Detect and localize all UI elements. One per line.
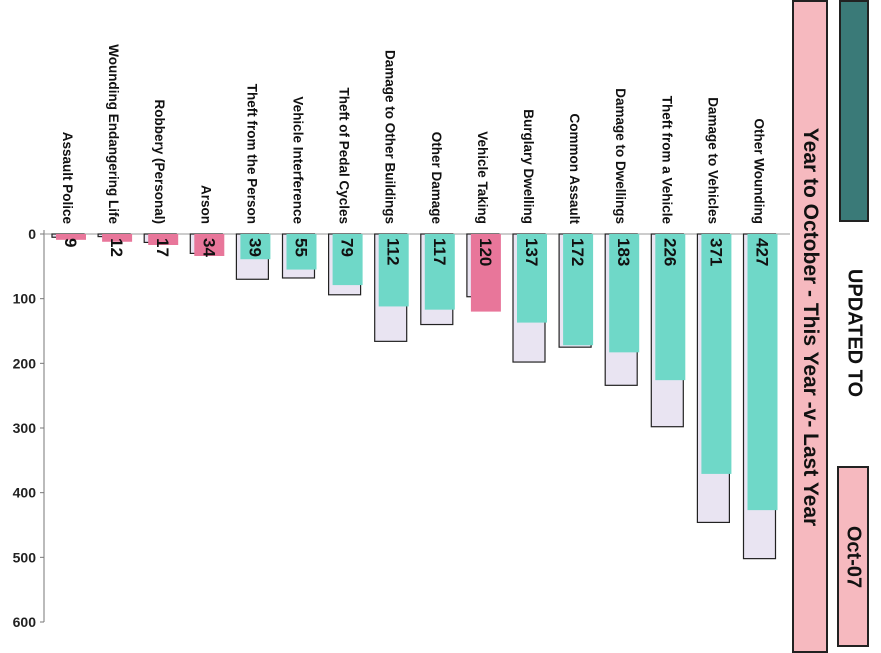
data-label: 39 — [245, 238, 265, 257]
y-tick-label: 600 — [12, 614, 36, 630]
this-year-bar — [748, 234, 778, 510]
category-label: Damage to Vehicles — [705, 97, 721, 224]
updated-label: UPDATED TO — [843, 268, 866, 398]
category-label: Vehicle Interference — [290, 96, 306, 224]
y-tick-label: 300 — [12, 420, 36, 436]
category-label: Robbery (Personal) — [152, 99, 168, 224]
y-tick-label: 100 — [12, 290, 36, 307]
y-tick-label: 200 — [12, 355, 36, 372]
data-label: 117 — [429, 238, 449, 266]
title-panel — [792, 0, 828, 653]
updated-date: Oct-07 — [842, 525, 865, 588]
category-label: Assault Police — [60, 131, 75, 224]
data-labels — [61, 238, 772, 266]
category-labels — [60, 44, 767, 224]
data-label: 137 — [522, 238, 541, 267]
data-label: 79 — [337, 238, 357, 257]
category-label: Theft from the Person — [244, 83, 260, 224]
y-tick-label: 0 — [28, 226, 36, 242]
category-label: Other Wounding — [751, 118, 767, 224]
category-label: Arson — [198, 184, 214, 224]
data-label: 12 — [107, 238, 127, 257]
y-tick-label: 400 — [12, 484, 36, 501]
updated-label-wrap — [836, 228, 872, 438]
category-label: Vehicle Taking — [474, 131, 490, 224]
category-label: Theft from a Vehicle — [659, 95, 675, 224]
category-label: Wounding Endangering Life — [106, 44, 122, 224]
category-label: Common Assault — [567, 113, 583, 224]
data-label: 34 — [199, 238, 219, 257]
data-label: 9 — [61, 238, 80, 248]
data-label: 112 — [383, 238, 403, 266]
data-label: 183 — [614, 238, 634, 267]
date-panel — [837, 466, 869, 647]
legend-swatch — [839, 0, 869, 222]
category-label: Burglary Dwelling — [521, 109, 536, 224]
chart-title: Year to October - This Year -v- Last Year — [799, 127, 822, 526]
this-year-bars — [56, 234, 778, 510]
data-label: 55 — [291, 238, 311, 257]
data-label: 120 — [475, 238, 495, 267]
category-label: Damage to Other Buildings — [382, 49, 398, 224]
data-label: 17 — [153, 238, 173, 257]
category-label: Other Damage — [428, 131, 444, 224]
data-label: 226 — [660, 238, 680, 267]
category-label: Theft of Pedal Cycles — [336, 87, 352, 224]
y-tick-label: 500 — [12, 549, 36, 566]
this-year-bar — [701, 234, 731, 474]
data-label: 371 — [706, 238, 726, 267]
data-label: 172 — [568, 238, 588, 267]
data-label: 427 — [752, 238, 772, 267]
category-label: Damage to Dwellings — [613, 88, 629, 224]
